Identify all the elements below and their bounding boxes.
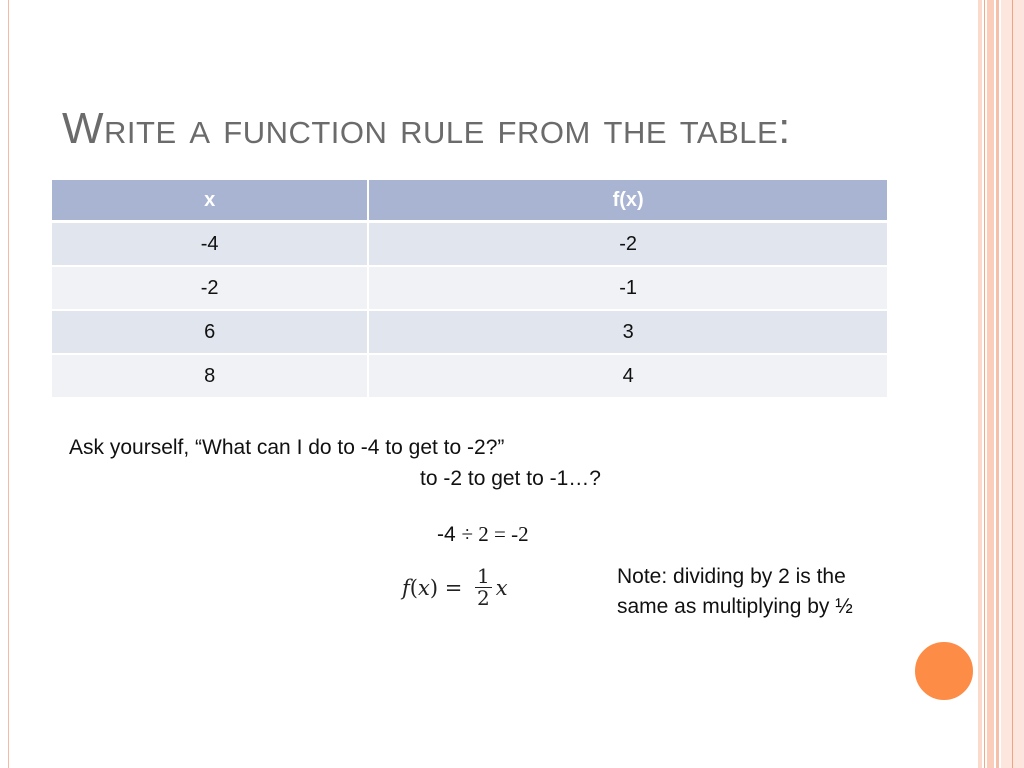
table-header-fx: f(x) (368, 180, 887, 222)
division-calculation (437, 522, 529, 547)
formula-fraction (475, 566, 492, 609)
table-cell-x: 8 (52, 354, 368, 398)
calc-rhs: 2 = -2 (473, 522, 529, 546)
table-cell-x: -2 (52, 266, 368, 310)
slide-title: Write a function rule from the table: (62, 104, 791, 153)
table-header-row (52, 180, 887, 222)
function-table (52, 180, 887, 399)
right-stripe (1012, 0, 1013, 768)
formula-paren-close: ) (429, 575, 439, 600)
question-text-line-1: Ask yourself, “What can I do to -4 to get to -2?” (69, 436, 505, 459)
formula-equals: = (438, 575, 469, 600)
table-cell-fx: -2 (368, 222, 887, 267)
right-stripe (978, 0, 982, 768)
right-stripe (996, 0, 999, 768)
table-cell-fx: 3 (368, 310, 887, 354)
right-stripe (987, 0, 994, 768)
note-text: Note: dividing by 2 is the same as multiplying by ½ (617, 565, 853, 618)
right-stripe (984, 0, 985, 768)
table-row (52, 266, 887, 310)
table-row (52, 310, 887, 354)
formula-trailing-variable: x (495, 575, 508, 600)
table-cell-x: 6 (52, 310, 368, 354)
fraction-denominator: 2 (476, 586, 490, 610)
table-row (52, 354, 887, 398)
orange-circle-decoration (913, 640, 975, 702)
question-text-line-2: to -2 to get to -1…? (420, 467, 601, 490)
formula-variable: x (417, 575, 430, 600)
left-accent-line (8, 0, 9, 768)
table-cell-fx: -1 (368, 266, 887, 310)
function-rule-formula (402, 566, 508, 609)
divide-symbol: ÷ (461, 522, 474, 546)
calc-lhs: -4 (437, 523, 462, 546)
fraction-numerator: 1 (476, 564, 490, 588)
formula-paren-open: ( (409, 575, 418, 600)
table-header-x: x (52, 180, 368, 222)
table-cell-x: -4 (52, 222, 368, 267)
formula-function-name: f (402, 575, 410, 600)
table-cell-fx: 4 (368, 354, 887, 398)
table-row (52, 222, 887, 267)
